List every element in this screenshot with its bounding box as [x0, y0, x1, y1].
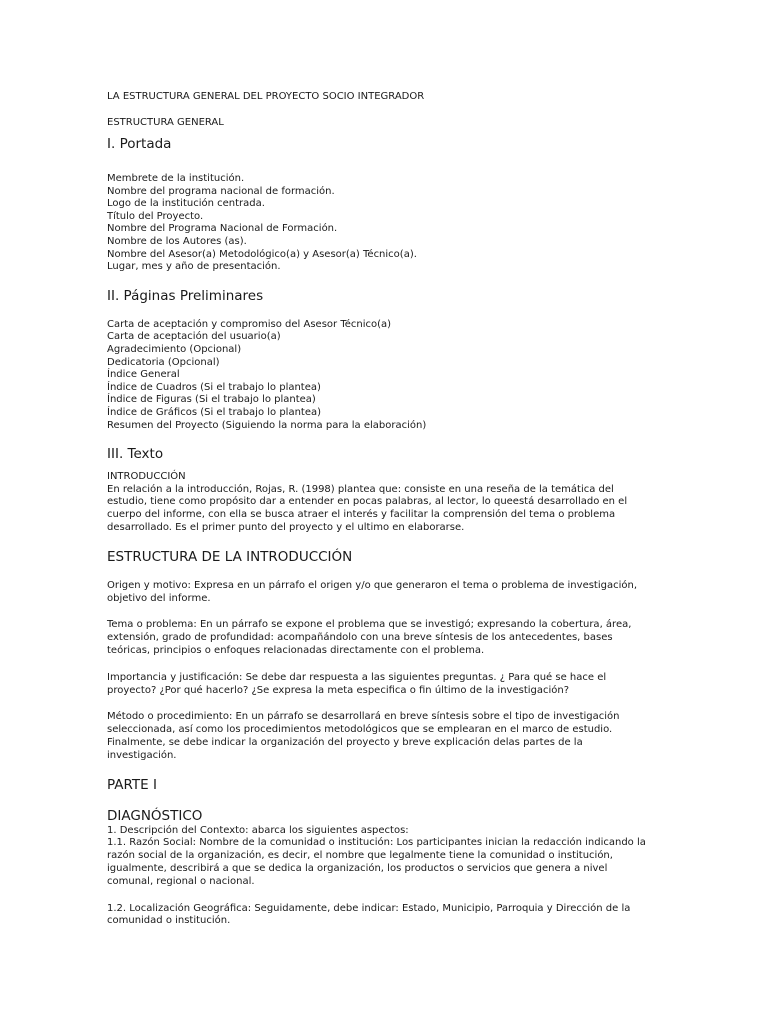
list-item: Índice de Cuadros (Si el trabajo lo plantea): [107, 381, 321, 393]
list-item: Nombre del Programa Nacional de Formación.: [107, 223, 338, 235]
paragraph-tema: Tema o problema: En un párrafo se expone el problema que se investigó; expresando la cobertura, área, extensión, grado de profundidad: acompañándolo con una breve síntesis de los antecedentes, bases teóricas, principios o enfoques relacionadas directamente con el problema.: [107, 619, 632, 657]
list-item: Título del Proyecto.: [107, 210, 204, 222]
list-item: Nombre del programa nacional de formación.: [107, 185, 335, 197]
list-item: Nombre del Asesor(a) Metodológico(a) y Asesor(a) Técnico(a).: [107, 248, 417, 260]
paragraph-importancia: Importancia y justificación: Se debe dar respuesta a las siguientes preguntas. ¿ Para qué se hace el proyecto? ¿Por qué hacerlo? ¿Se expresa la meta especifica o fin último de la investigación?: [107, 671, 607, 696]
list-item: Carta de aceptación y compromiso del Asesor Técnico(a): [107, 318, 392, 330]
preliminares-list: [107, 319, 647, 432]
portada-list: [107, 173, 647, 274]
list-item: Dedicatoria (Opcional): [107, 356, 220, 368]
list-item: Carta de aceptación del usuario(a): [107, 331, 281, 343]
intro-label: INTRODUCCIÓN: [107, 471, 186, 483]
section-heading-texto: III. Texto: [107, 446, 164, 463]
section-heading-preliminares: II. Páginas Preliminares: [107, 287, 264, 304]
list-item: Nombre de los Autores (as).: [107, 235, 247, 247]
document-subtitle: ESTRUCTURA GENERAL: [107, 117, 224, 128]
paragraph-origen: Origen y motivo: Expresa en un párrafo el origen y/o que generaron el tema o problema de investigación, objetivo del informe.: [107, 579, 638, 604]
section-heading-parte-i: PARTE I: [107, 776, 157, 793]
intro-paragraph: En relación a la introducción, Rojas, R. (1998) plantea que: consiste en una reseña de la temática del estudio, tiene como propósito dar a entender en pocas palabras, al lector, lo queestá desarrollado en el cuerpo del informe, con ella se busca atraer el interés y facilitar la comprensión del tema o problema desarrollado. Es el primer punto del proyecto y el ultimo en elaborarse.: [107, 483, 628, 534]
section-heading-estructura-introduccion: ESTRUCTURA DE LA INTRODUCCIÓN: [107, 548, 353, 565]
section-heading-diagnostico: DIAGNÓSTICO: [107, 807, 203, 824]
paragraph-razon-social: 1.1. Razón Social: Nombre de la comunidad o institución: Los participantes inician la redacción indicando la razón social de la organización, es decir, el nombre que legalmente tiene la comunidad o institución, igualmente, describirá a que se dedica la organización, los productos o servicios que genera a nivel comunal, regional o nacional.: [107, 837, 646, 887]
list-item: Resumen del Proyecto (Siguiendo la norma para la elaboración): [107, 419, 427, 431]
section-heading-portada: I. Portada: [107, 136, 172, 152]
list-item: Lugar, mes y año de presentación.: [107, 261, 281, 273]
list-item: Índice General: [107, 369, 180, 381]
paragraph-descripcion: 1. Descripción del Contexto: abarca los siguientes aspectos:: [107, 824, 409, 836]
list-item: Índice de Gráficos (Si el trabajo lo plantea): [107, 406, 322, 418]
paragraph-metodo: Método o procedimiento: En un párrafo se desarrollará en breve síntesis sobre el tipo de investigación seleccionada, así como los procedimientos metodológicos que se emplearan en el marco de estudio. Finalmente, se debe indicar la organización del proyecto y breve explicación delas partes de la investigación.: [107, 711, 620, 761]
list-item: Logo de la institución centrada.: [107, 198, 265, 210]
list-item: Índice de Figuras (Si el trabajo lo plantea): [107, 394, 316, 406]
list-item: Agradecimiento (Opcional): [107, 343, 242, 355]
paragraph-localizacion: 1.2. Localización Geográfica: Seguidamente, debe indicar: Estado, Municipio, Parroquia y Dirección de la comunidad o institución.: [107, 902, 631, 927]
list-item: Membrete de la institución.: [107, 173, 245, 184]
document-page: [107, 90, 647, 928]
document-title: LA ESTRUCTURA GENERAL DEL PROYECTO SOCIO INTEGRADOR: [107, 91, 425, 102]
